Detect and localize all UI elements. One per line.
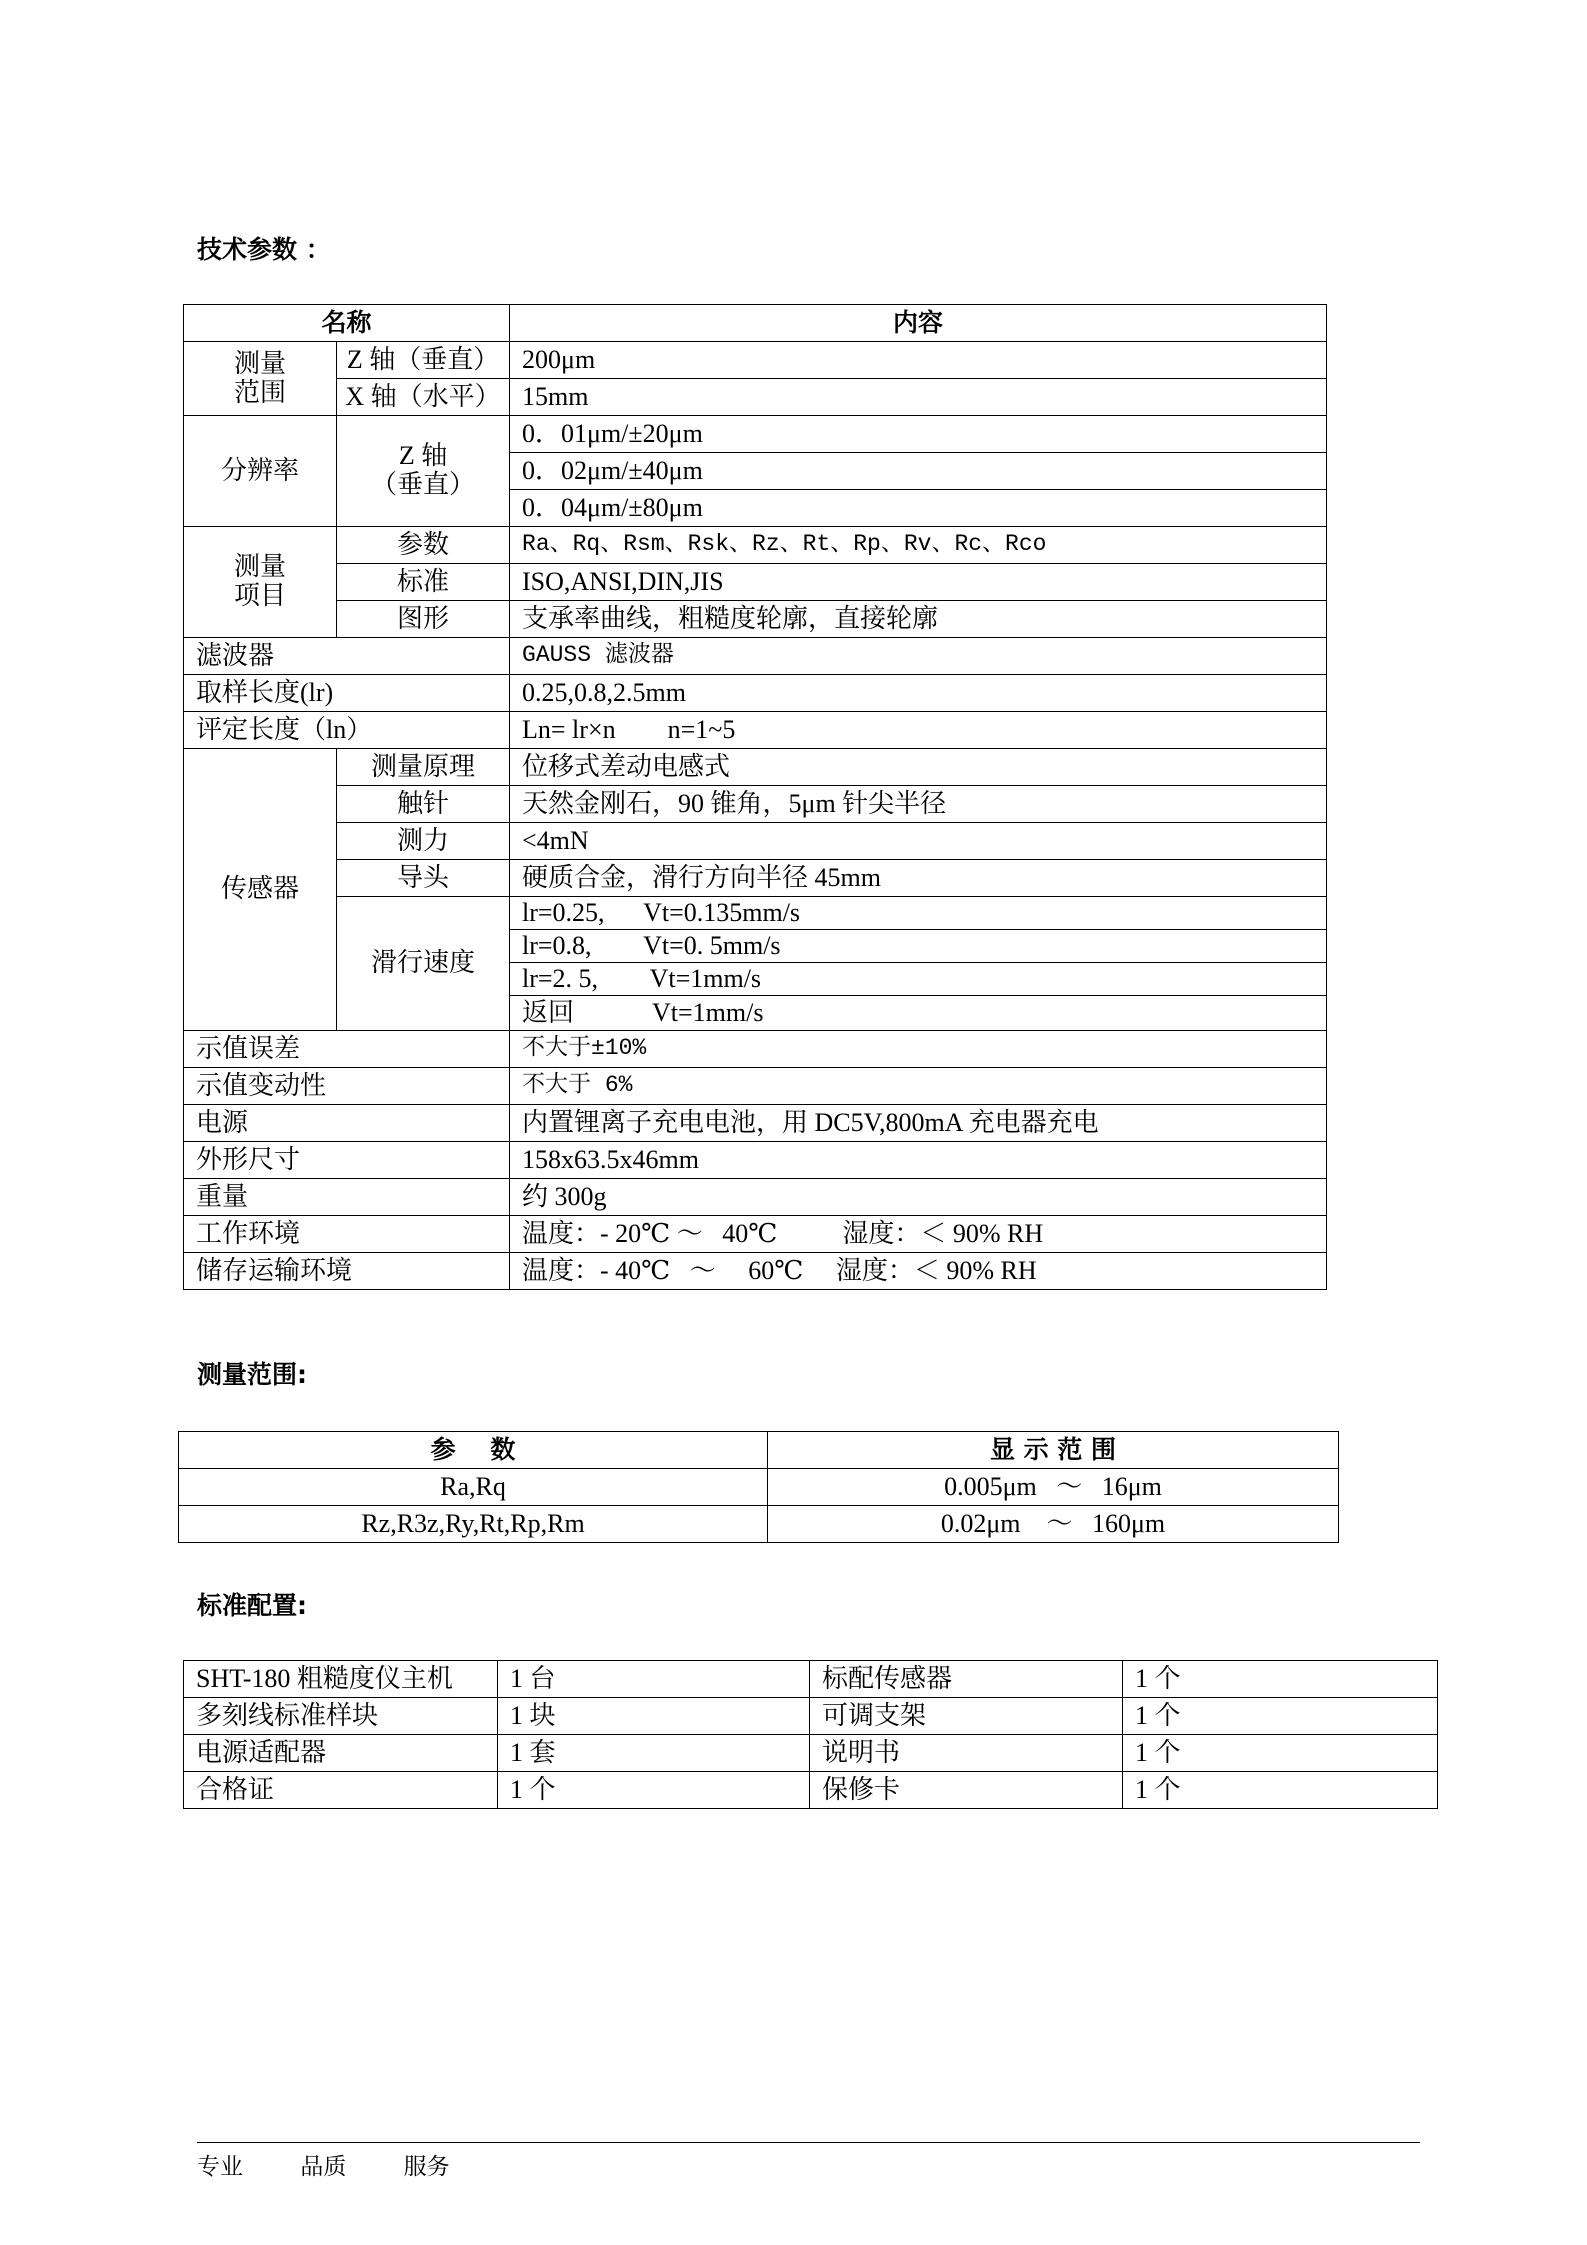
table-row [184,601,1327,638]
table-row [184,675,1327,712]
table-row [184,823,1327,860]
std-value: ISO,ANSI,DIN,JIS [510,564,1327,601]
table-row [184,1661,1438,1698]
param-value: Ra、Rq、Rsm、Rsk、Rz、Rt、Rp、Rv、Rc、Rco [510,527,1327,564]
config-qty: 1 台 [498,1661,810,1698]
standard-config-table [183,1660,1438,1809]
table-row [184,379,1327,416]
config-item: SHT-180 粗糙度仪主机 [184,1661,498,1698]
config-item: 合格证 [184,1772,498,1809]
sample-length-value: 0.25,0.8,2.5mm [510,675,1327,712]
error-value: 不大于±10% [510,1031,1327,1068]
eval-length-value: Ln= lr×n n=1~5 [510,712,1327,749]
tech-params-table [183,304,1327,1290]
error-label: 示值误差 [184,1031,510,1068]
config-item: 标配传感器 [810,1661,1123,1698]
table-row [184,1179,1327,1216]
config-item: 电源适配器 [184,1735,498,1772]
config-qty: 1 个 [1123,1698,1438,1735]
table-row [184,342,1327,379]
graph-value: 支承率曲线，粗糙度轮廓，直接轮廓 [510,601,1327,638]
z-axis-label: Z 轴（垂直） [337,342,510,379]
resolution-value: 0．04μm/±80μm [510,490,1327,527]
config-qty: 1 个 [1123,1772,1438,1809]
x-axis-value: 15mm [510,379,1327,416]
config-item: 保修卡 [810,1772,1123,1809]
storage-env-label: 储存运输环境 [184,1253,510,1290]
power-value: 内置锂离子充电电池，用 DC5V,800mA 充电器充电 [510,1105,1327,1142]
speed-value: lr=2. 5, Vt=1mm/s [510,963,1327,996]
variability-value: 不大于 6% [510,1068,1327,1105]
config-qty: 1 个 [1123,1661,1438,1698]
work-env-value: 温度：- 20℃ ～ 40℃ 湿度：＜ 90% RH [510,1216,1327,1253]
range-display: 0.005μm ～ 16μm [768,1469,1339,1506]
table-row [184,1253,1327,1290]
config-qty: 1 块 [498,1698,810,1735]
table-row [184,416,1327,453]
col-content-header: 内容 [510,305,1327,342]
table-header-row [179,1432,1339,1469]
guide-label: 导头 [337,860,510,897]
table-row [184,749,1327,786]
speed-value: lr=0.25, Vt=0.135mm/s [510,897,1327,930]
power-label: 电源 [184,1105,510,1142]
eval-length-label: 评定长度（ln） [184,712,510,749]
config-item: 多刻线标准样块 [184,1698,498,1735]
sample-length-label: 取样长度(lr) [184,675,510,712]
x-axis-label: X 轴（水平） [337,379,510,416]
weight-value: 约 300g [510,1179,1327,1216]
sensor-label: 传感器 [184,749,337,1031]
config-qty: 1 个 [498,1772,810,1809]
table-row [184,527,1327,564]
config-item: 可调支架 [810,1698,1123,1735]
stylus-value: 天然金刚石，90 锥角，5μm 针尖半径 [510,786,1327,823]
table-header-row [184,305,1327,342]
table-row [184,1216,1327,1253]
table-row [184,1772,1438,1809]
config-qty: 1 个 [1123,1735,1438,1772]
col-param-header: 参 数 [179,1432,768,1469]
resolution-axis-label: Z 轴 （垂直） [337,416,510,527]
weight-label: 重量 [184,1179,510,1216]
principle-label: 测量原理 [337,749,510,786]
param-label: 参数 [337,527,510,564]
variability-label: 示值变动性 [184,1068,510,1105]
table-row [184,860,1327,897]
stylus-label: 触针 [337,786,510,823]
principle-value: 位移式差动电感式 [510,749,1327,786]
table-row [179,1469,1339,1506]
range-label: 测量 范围 [184,342,337,416]
tech-params-heading: 技术参数 ： [197,235,331,264]
footer-divider [197,2142,1420,2143]
items-label: 测量 项目 [184,527,337,638]
footer-word: 品质 [300,2154,347,2180]
table-row [184,564,1327,601]
filter-label: 滤波器 [184,638,510,675]
table-row [184,1698,1438,1735]
footer-word: 服务 [403,2154,450,2180]
force-value: <4mN [510,823,1327,860]
work-env-label: 工作环境 [184,1216,510,1253]
table-row [184,897,1327,930]
footer [197,2148,500,2181]
resolution-value: 0．01μm/±20μm [510,416,1327,453]
filter-value: GAUSS 滤波器 [510,638,1327,675]
resolution-label: 分辨率 [184,416,337,527]
table-row [184,638,1327,675]
storage-env-value: 温度：- 40℃ ～ 60℃ 湿度：＜ 90% RH [510,1253,1327,1290]
speed-value: lr=0.8, Vt=0. 5mm/s [510,930,1327,963]
std-label: 标准 [337,564,510,601]
table-row [184,1031,1327,1068]
table-row [184,1735,1438,1772]
table-row [184,1068,1327,1105]
measurement-range-table [178,1431,1339,1543]
z-axis-value: 200μm [510,342,1327,379]
force-label: 测力 [337,823,510,860]
table-row [179,1506,1339,1543]
size-label: 外形尺寸 [184,1142,510,1179]
table-row [184,1105,1327,1142]
speed-value: 返回 Vt=1mm/s [510,996,1327,1031]
resolution-value: 0．02μm/±40μm [510,453,1327,490]
config-item: 说明书 [810,1735,1123,1772]
col-display-header: 显 示 范 围 [768,1432,1339,1469]
size-value: 158x63.5x46mm [510,1142,1327,1179]
config-qty: 1 套 [498,1735,810,1772]
guide-value: 硬质合金，滑行方向半径 45mm [510,860,1327,897]
range-param: Rz,R3z,Ry,Rt,Rp,Rm [179,1506,768,1543]
footer-word: 专业 [197,2154,243,2180]
table-row [184,712,1327,749]
config-heading: 标准配置: [197,1591,307,1620]
speed-label: 滑行速度 [337,897,510,1031]
range-heading: 测量范围: [197,1360,307,1389]
graph-label: 图形 [337,601,510,638]
col-name-header: 名称 [184,305,510,342]
range-param: Ra,Rq [179,1469,768,1506]
range-display: 0.02μm ～ 160μm [768,1506,1339,1543]
table-row [184,1142,1327,1179]
table-row [184,786,1327,823]
